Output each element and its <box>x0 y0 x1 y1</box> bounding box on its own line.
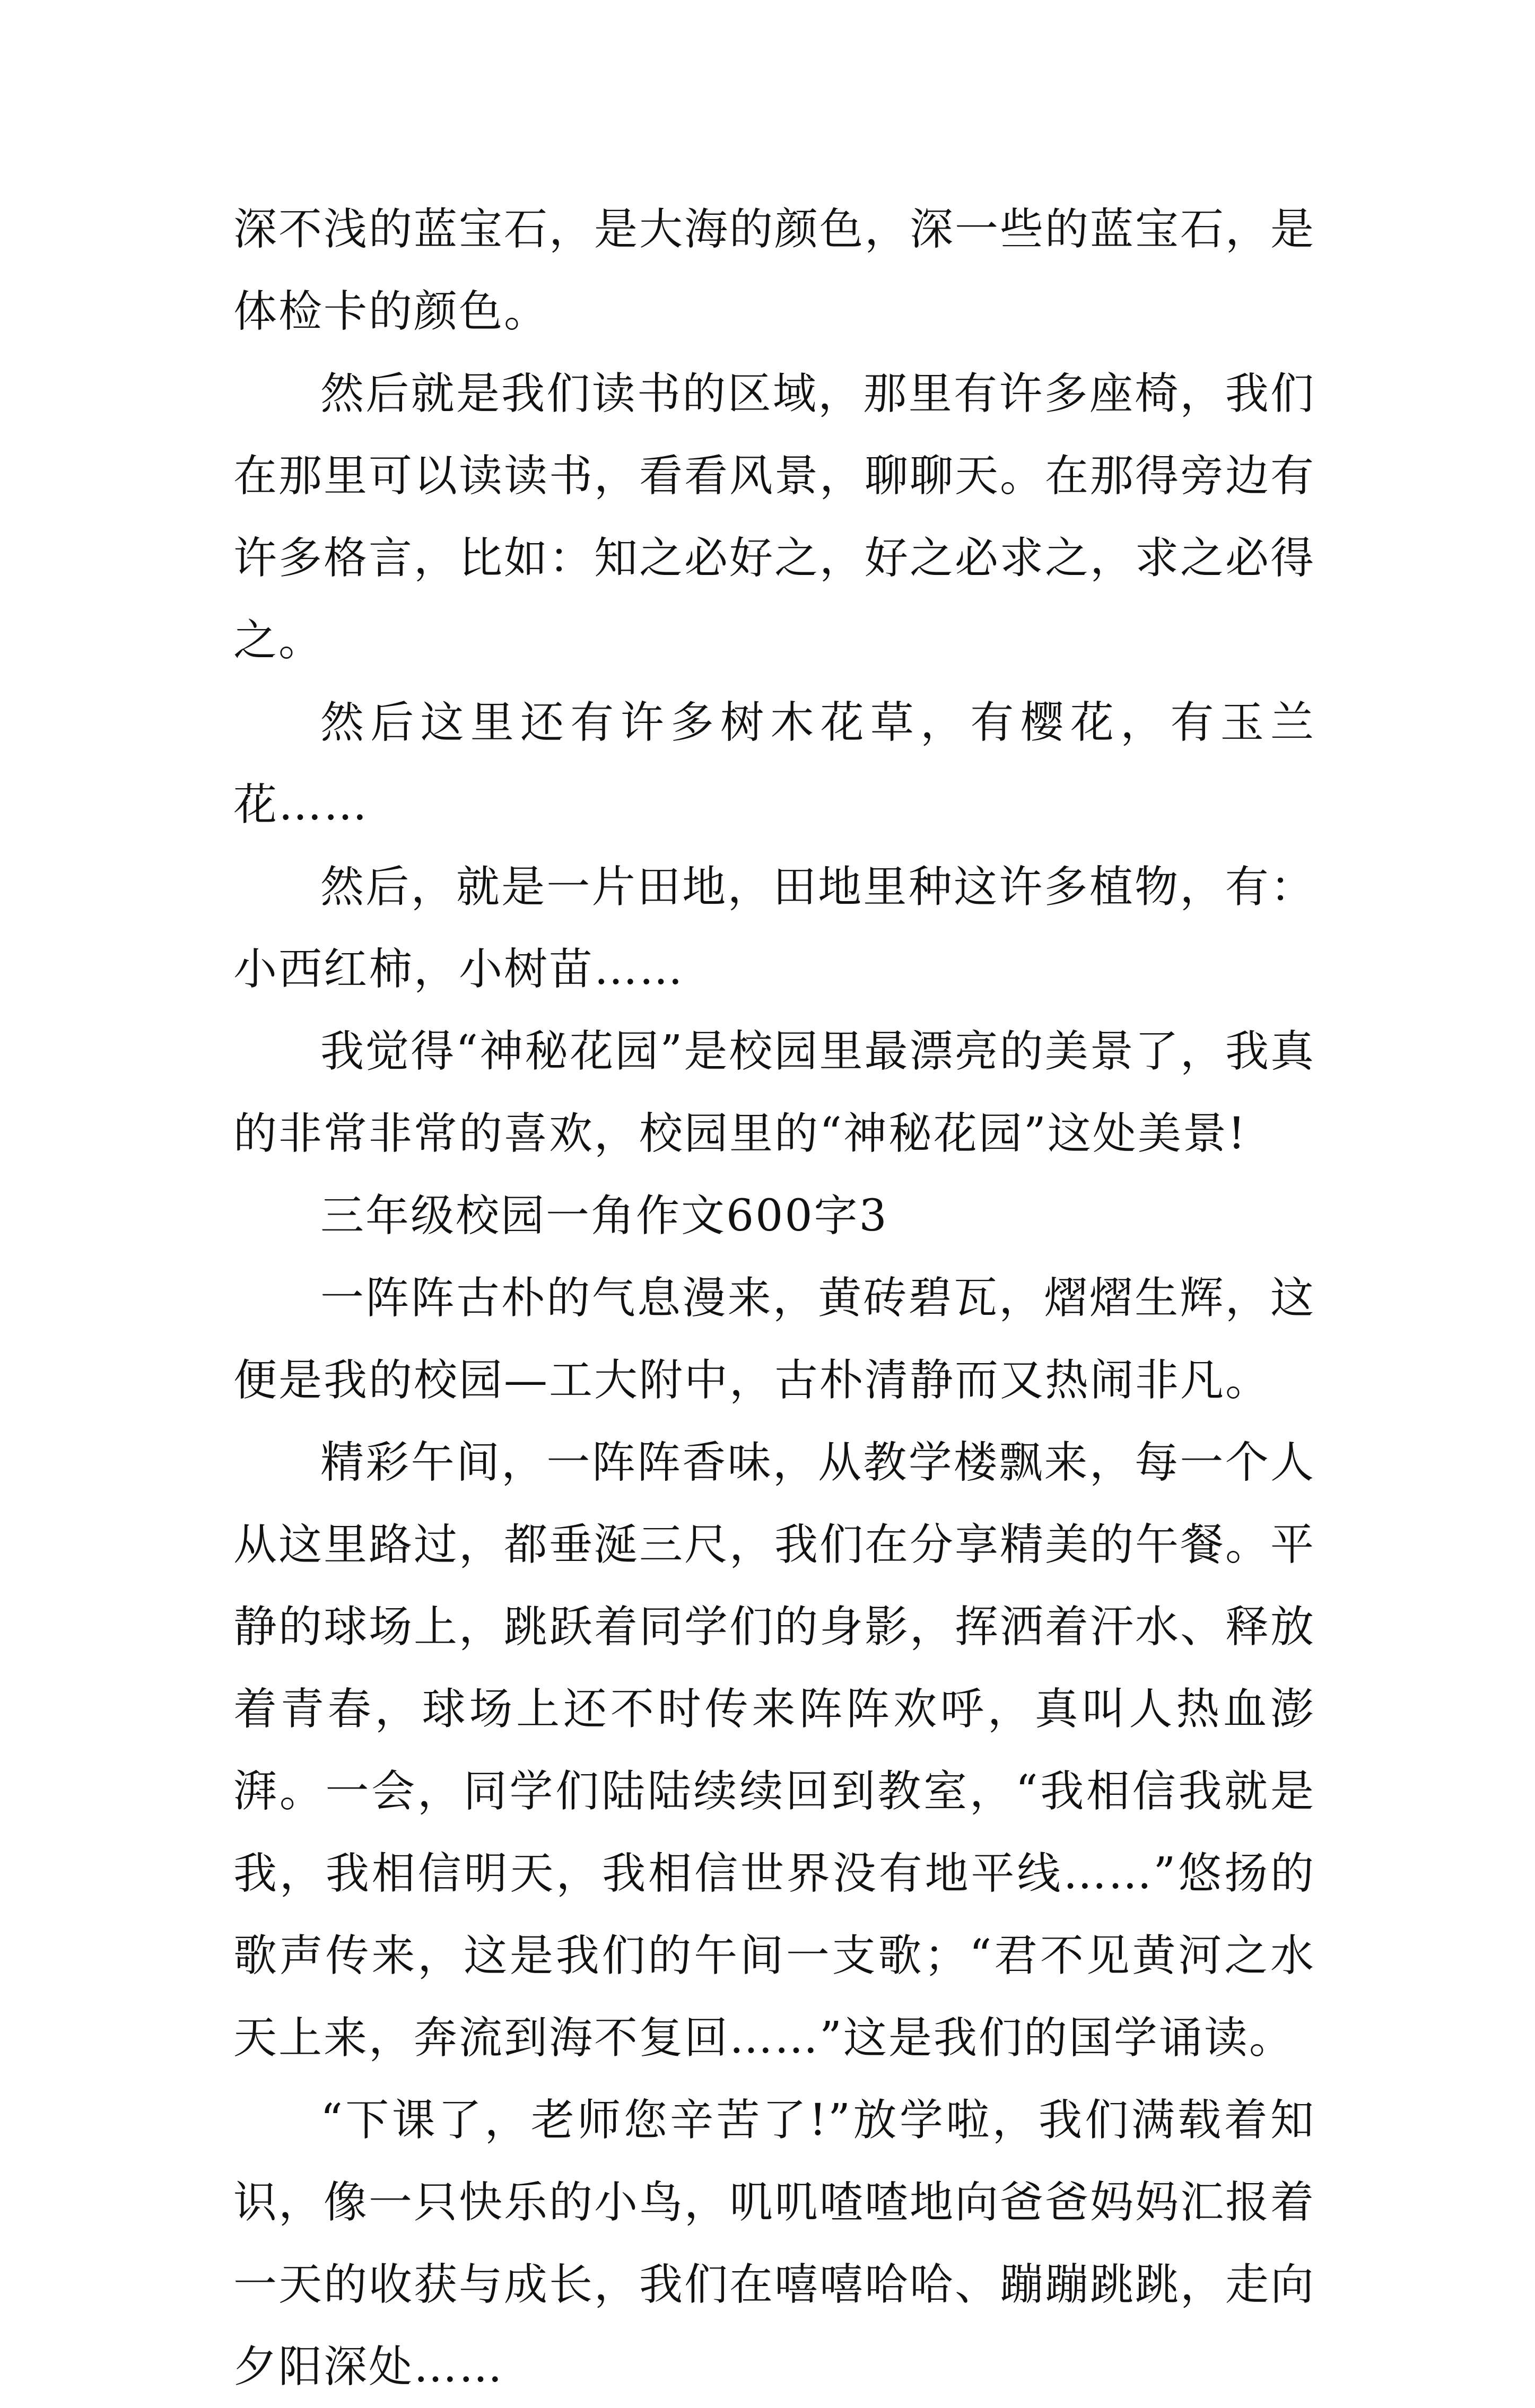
essay-title-3: 三年级校园一角作文600字3 <box>320 1191 888 1241</box>
paragraph-5: 我觉得“神秘花园”是校园里最漂亮的美景了，我真的非常非常的喜欢，校园里的“神秘花园”这处美景! <box>233 1026 1315 1159</box>
paragraph-8: “下课了，老师您辛苦了!”放学啦，我们满载着知识，像一只快乐的小鸟，叽叽喳喳地向爸爸妈妈汇报着一天的收获与成长，我们在嘻嘻哈哈、蹦蹦跳跳，走向夕阳深处…… <box>233 2095 1316 2392</box>
paragraph-1: 深不浅的蓝宝石，是大海的颜色，深一些的蓝宝石，是体检卡的颜色。 <box>233 204 1316 337</box>
paragraph-7: 精彩午间，一阵阵香味，从教学楼飘来，每一个人从这里路过，都垂涎三尺，我们在分享精美的午餐。平静的球场上，跳跃着同学们的身影，挥洒着汗水、释放着青春，球场上还不时传来阵阵欢呼，真叫人热血澎湃。一会，同学们陆陆续续回到教室，“我相信我就是我，我相信明天，我相信世界没有地平线……”悠扬的歌声传来，这是我们的午间一支歌；“君不见黄河之水天上来，奔流到海不复回……”这是我们的国学诵读。 <box>233 1437 1316 2063</box>
essay-body <box>233 188 1315 2408</box>
paragraph-3: 然后这里还有许多树木花草，有樱花，有玉兰花…… <box>233 697 1315 830</box>
paragraph-4: 然后，就是一片田地，田地里种这许多植物，有：小西红柿，小树苗…… <box>233 862 1315 994</box>
paragraph-6: 一阵阵古朴的气息漫来，黄砖碧瓦，熠熠生辉，这便是我的校园—工大附中，古朴清静而又热闹非凡。 <box>233 1273 1315 1406</box>
paragraph-2: 然后就是我们读书的区域，那里有许多座椅，我们在那里可以读读书，看看风景，聊聊天。在那得旁边有许多格言，比如：知之必好之，好之必求之，求之必得之。 <box>233 369 1316 666</box>
